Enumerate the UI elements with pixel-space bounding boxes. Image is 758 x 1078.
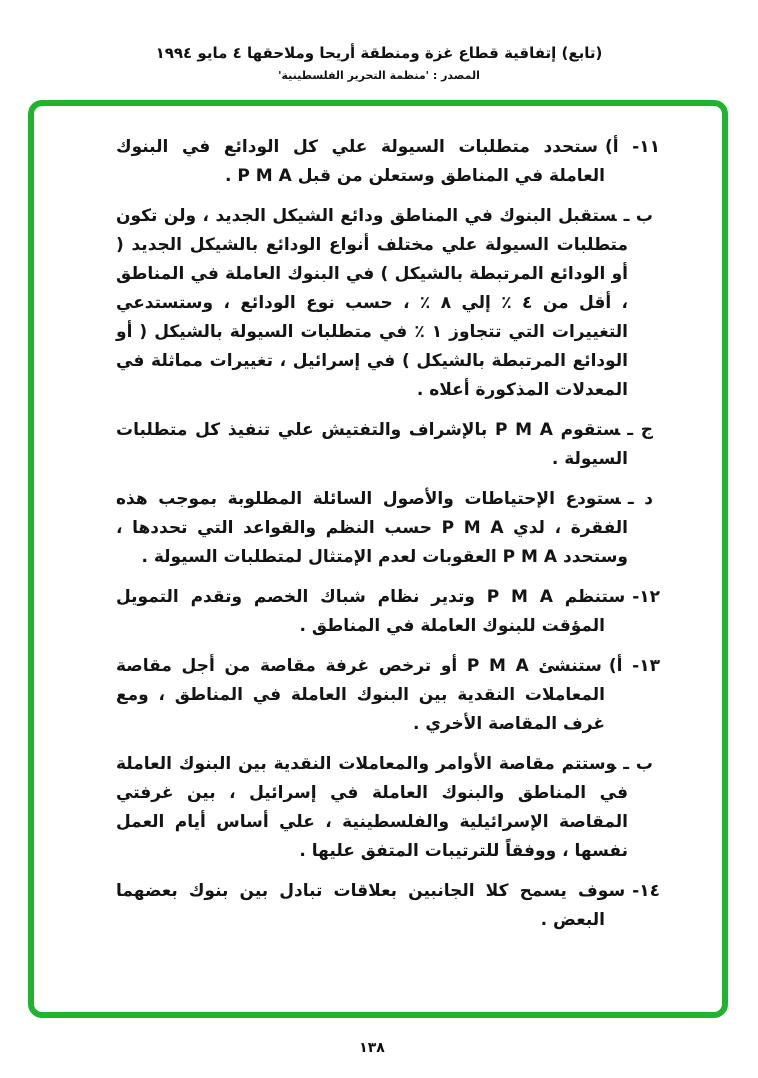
paragraph-12 — [116, 583, 660, 641]
document-body — [34, 106, 722, 1012]
paragraph-text: ستحدد متطلبات السيولة علي كل الودائع في البنوك العاملة في المناطق وستعلن من قبل P M A . — [116, 137, 605, 186]
paragraph-11d — [116, 485, 653, 572]
paragraph-text: سوف يسمح كلا الجانبين بعلاقات تبادل بين بنوك بعضهما البعض . — [116, 881, 626, 930]
paragraph-label: ج ـ — [627, 420, 653, 440]
page-number: ١٣٨ — [359, 1040, 385, 1056]
paragraph-text: ستقوم P M A بالإشراف والتفتيش علي تنفيذ كل متطلبات السيولة . — [116, 420, 628, 469]
paragraph-text: ستنظم P M A وتدير نظام شباك الخصم وتقدم التمويل المؤقت للبنوك العاملة في المناطق . — [116, 587, 626, 636]
paragraph-14 — [116, 877, 660, 935]
paragraph-text: ستنشئ P M A أو ترخص غرفة مقاصة من أجل مقاصة المعاملات النقدية بين البنوك العاملة في المناطق ، ومع غرف المقاصة الأخري . — [116, 656, 605, 734]
green-border-frame — [28, 100, 728, 1018]
document-title: (تابع) إتفاقية قطاع غزة ومنطقة أريحا وملاحقها ٤ مايو ١٩٩٤ — [155, 44, 603, 62]
paragraph-label: ب ـ — [623, 206, 653, 226]
paragraph-label: ب ـ — [623, 754, 654, 774]
page-header — [0, 44, 758, 82]
paragraph-11c — [116, 416, 653, 474]
paragraph-13a — [116, 652, 660, 739]
paragraph-label: ١٢- — [632, 587, 661, 607]
paragraph-11a — [116, 133, 660, 191]
paragraph-label: د ـ — [627, 489, 653, 509]
paragraph-label: ١٤- — [632, 881, 660, 901]
paragraph-text: ستقبل البنوك في المناطق ودائع الشيكل الجديد ، ولن تكون متطلبات السيولة علي مختلف أنواع الودائع بالشيكل الجديد ( أو الودائع المرتبطة بالشيكل ) في البنوك العاملة في المناطق ، أقل من ٤ ٪ إلي ٨ ٪ ، حسب نوع الودائع ، وستستدعي التغييرات التي تتجاوز ١ ٪ في متطلبات السيولة بالشيكل ( أو الودائع المرتبطة بالشيكل ) في إسرائيل ، تغييرات مماثلة في المعدلات المذكورة أعلاه . — [116, 206, 629, 400]
paragraph-label: ١٣- أ) — [608, 656, 660, 676]
paragraph-label: ١١- أ) — [604, 137, 660, 157]
document-source: المصدر : 'منظمة التحرير الفلسطينية' — [278, 69, 480, 82]
paragraph-text: ستودع الإحتياطات والأصول السائلة المطلوبة بموجب هذه الفقرة ، لدي P M A حسب النظم والقواعد التي تحددها ، وستحدد P M A العقوبات لعدم الإمتثال لمتطلبات السيولة . — [116, 489, 629, 567]
paragraph-13b — [116, 750, 653, 866]
paragraph-11b — [116, 202, 653, 405]
paragraph-text: وستتم مقاصة الأوامر والمعاملات النقدية بين البنوك العاملة في المناطق والبنوك العاملة في إسرائيل ، بين غرفتي المقاصة الإسرائيلية والفلسطينية ، علي أساس أيام العمل نفسها ، ووفقاً للترتيبات المتفق عليها . — [116, 754, 628, 861]
